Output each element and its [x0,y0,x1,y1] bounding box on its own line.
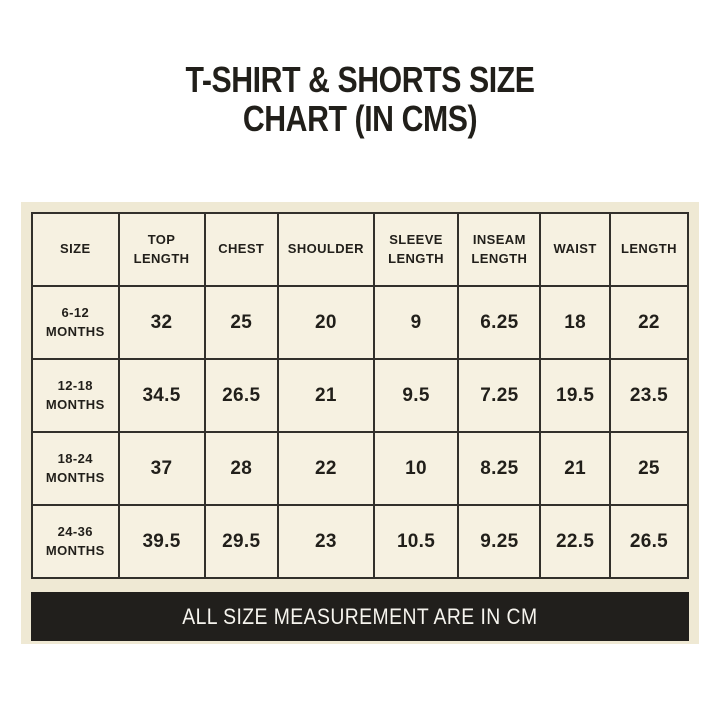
table-cell: 28 [205,432,278,505]
column-header-shoulder: SHOULDER [278,213,374,286]
table-cell: 25 [610,432,688,505]
table-cell: 32 [119,286,205,359]
table-cell: 21 [540,432,610,505]
table-cell: 8.25 [458,432,540,505]
table-cell: 7.25 [458,359,540,432]
table-row-18-24-months [32,432,688,505]
row-label: 24-36 MONTHS [32,505,119,578]
table-cell: 34.5 [119,359,205,432]
size-chart-panel [21,202,699,644]
column-header-sleeve-length: SLEEVE LENGTH [374,213,459,286]
table-cell: 23.5 [610,359,688,432]
table-cell: 9 [374,286,459,359]
table-cell: 9.5 [374,359,459,432]
table-cell: 39.5 [119,505,205,578]
table-cell: 21 [278,359,374,432]
table-cell: 18 [540,286,610,359]
column-header-inseam-length: INSEAM LENGTH [458,213,540,286]
footer-note: ALL SIZE MEASUREMENT ARE IN CM [182,603,538,629]
table-cell: 10 [374,432,459,505]
column-header-top-length: TOP LENGTH [119,213,205,286]
page-title-line-2: CHART (IN CMS) [242,98,478,139]
table-cell: 26.5 [610,505,688,578]
table-cell: 20 [278,286,374,359]
column-header-length: LENGTH [610,213,688,286]
table-cell: 22 [278,432,374,505]
table-cell: 19.5 [540,359,610,432]
table-cell: 22 [610,286,688,359]
table-cell: 37 [119,432,205,505]
size-table [31,212,689,579]
table-cell: 29.5 [205,505,278,578]
table-row-24-36-months [32,505,688,578]
column-header-size: SIZE [32,213,119,286]
column-header-waist: WAIST [540,213,610,286]
table-cell: 26.5 [205,359,278,432]
table-cell: 23 [278,505,374,578]
table-cell: 9.25 [458,505,540,578]
table-row-6-12-months [32,286,688,359]
table-cell: 22.5 [540,505,610,578]
column-header-chest: CHEST [205,213,278,286]
table-row-12-18-months [32,359,688,432]
table-cell: 25 [205,286,278,359]
page-title-line-1: T-SHIRT & SHORTS SIZE [185,59,535,100]
row-label: 12-18 MONTHS [32,359,119,432]
page-title [0,0,720,138]
row-label: 6-12 MONTHS [32,286,119,359]
footer-note-bar [31,592,689,641]
table-cell: 10.5 [374,505,459,578]
header-row [32,213,688,286]
row-label: 18-24 MONTHS [32,432,119,505]
table-cell: 6.25 [458,286,540,359]
